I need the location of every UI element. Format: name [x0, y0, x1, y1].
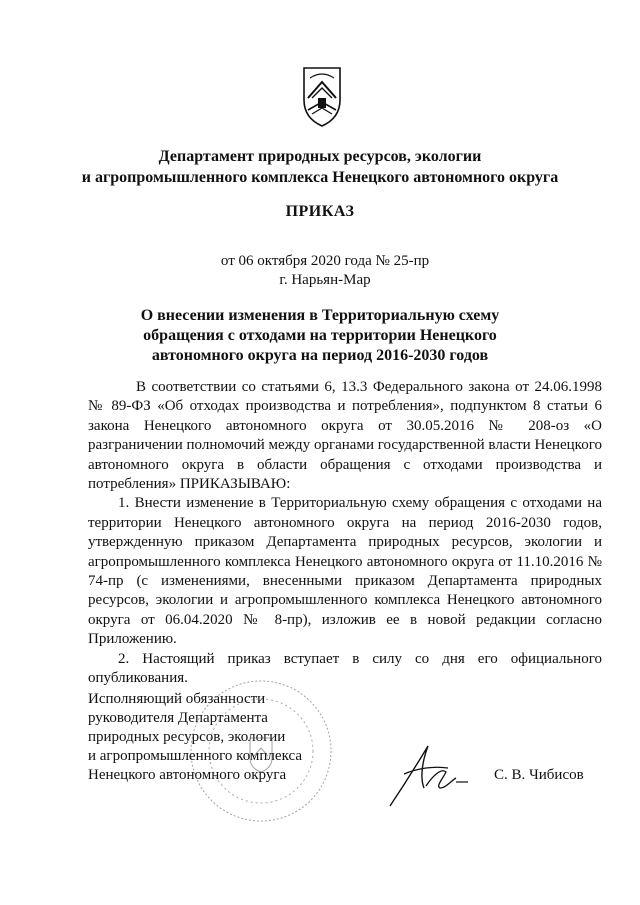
subject-line-1: О внесении изменения в Территориальную схему	[140, 307, 500, 324]
coat-of-arms-emblem	[298, 58, 346, 130]
signer-line-1: Исполняющий обязанности	[88, 691, 266, 707]
subject-line-3: автономного округа на период 2016-2030 годов	[151, 347, 489, 364]
preamble-paragraph: В соответствии со статьями 6, 13.3 Федерального закона от 24.06.1998 № 89-ФЗ «Об отходах производства и потребления», подпунктом 8 статьи 6 закона Ненецкого автономного округа от 30.05.2016 № 208-оз «О разграничении полномочий между органами государственной власти Ненецкого автономного округа в области обращения с отходами производства и потребления» ПРИКАЗЫВАЮ:	[88, 379, 602, 493]
department-line-1: Департамент природных ресурсов, экологии	[158, 148, 482, 165]
signer-line-2: руководителя Департамента	[88, 710, 268, 726]
date-block	[200, 252, 450, 290]
department-header	[60, 146, 580, 188]
official-seal-stamp	[186, 676, 336, 826]
department-line-2: и агропромышленного комплекса Ненецкого автономного округа	[81, 169, 559, 186]
order-item-2: 2. Настоящий приказ вступает в силу со дня его официального опубликования.	[88, 650, 602, 687]
subject-line-2: обращения с отходами на территории Ненецкого	[143, 327, 497, 344]
order-date-number: от 06 октября 2020 года № 25-пр	[220, 253, 430, 269]
signer-line-5: Ненецкого автономного округа	[88, 767, 287, 783]
signer-line-4: и агропромышленного комплекса	[88, 748, 302, 764]
order-subject	[80, 306, 560, 366]
document-title: ПРИКАЗ	[285, 203, 355, 220]
signer-line-3: природных ресурсов, экологии	[88, 729, 286, 745]
city-name: г. Нарьян-Мар	[279, 272, 371, 288]
signer-name: С. В. Чибисов	[494, 767, 584, 783]
handwritten-signature	[382, 738, 482, 810]
order-item-1: 1. Внести изменение в Территориальную схему обращения с отходами на территории Ненецкого автономного округа на период 2016-2030 годов, утвержденную приказом Департамента природных ресурсов, экологии и агропромышленного комплекса Ненецкого автономного округа от 11.10.2016 № 74-пр (с изменениями, внесенными приказом Департамента природных ресурсов, экологии и агропромышленного комплекса Ненецкого автономного округа от 06.04.2020 № 8-пр), изложив ее в новой редакции согласно Приложению.	[88, 495, 602, 648]
order-body	[88, 378, 602, 689]
